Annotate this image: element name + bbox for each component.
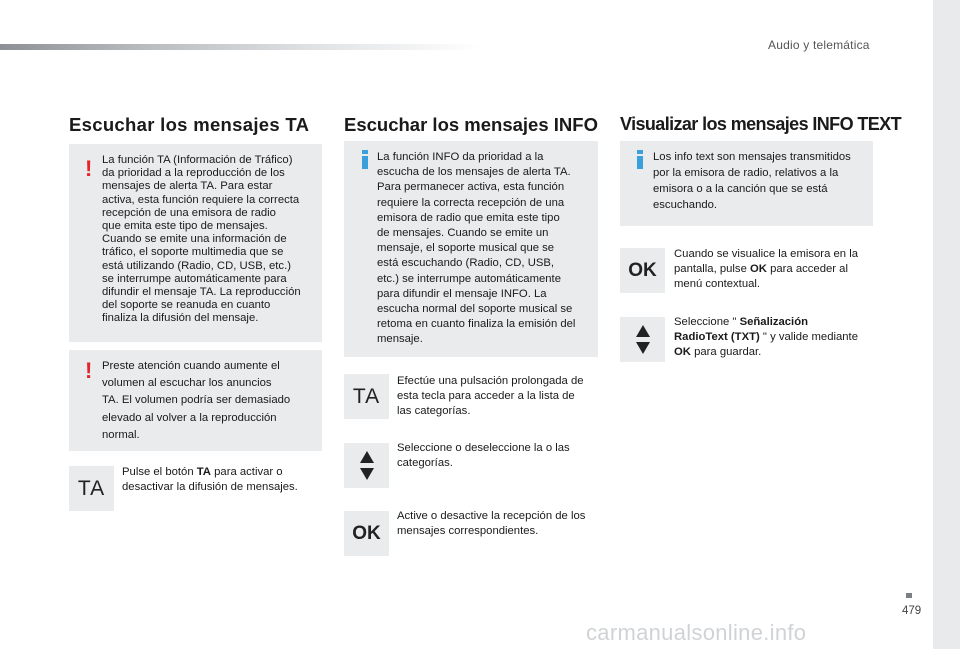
- title-ta-messages: Escuchar los mensajes TA: [69, 114, 310, 135]
- step-select-radiotext: Seleccione " Señalización RadioText (TXT) " y valide mediante OK para guardar.: [674, 316, 858, 358]
- header-gradient-bar: [0, 44, 480, 50]
- step-activate-reception: Active o desactive la recepción de los mensajes correspondientes.: [397, 510, 586, 537]
- warning-box-volume: [69, 350, 322, 451]
- page-marker: [906, 593, 912, 598]
- ok-button-icon: OK: [620, 248, 665, 293]
- step-press-ta: Pulse el botón TA para activar o desactivar la difusión de mensajes.: [122, 466, 298, 493]
- ok-button-icon: OK: [344, 511, 389, 556]
- page-number: 479: [902, 605, 922, 617]
- info-text-info-text: Los info text son mensajes transmitidos por la emisora de radio, relativos a la emisora o a la canción que se está escuchando.: [653, 151, 851, 211]
- warning-text-volume: Preste atención cuando aumente el volumen al escuchar los anuncios TA. El volumen podría ser demasiado elevado al volver a la reproducción normal.: [102, 360, 291, 441]
- arrow-up-icon: [360, 451, 374, 463]
- title-info-text-messages: Visualizar los mensajes INFO TEXT: [620, 114, 901, 134]
- page-edge-sidebar: [933, 0, 960, 649]
- info-box-info-function: [344, 141, 598, 357]
- section-header-title: Audio y telemática: [768, 38, 870, 52]
- ta-button-icon: TA: [344, 374, 389, 419]
- warning-text-ta-function: La función TA (Información de Tráfico) da prioridad a la reproducción de los mensajes de alerta TA. Para estar activa, esta función requiere la correcta recepción de una emisora de radio que emita este tipo de mensajes. Cuando se emite una información de tráfico, el soporte multimedia que se está utilizando (Radio, CD, USB, etc.) se interrumpe automáticamente para difundir el mensaje TA. La reproducción del soporte se reanuda en cuanto finaliza la difusión del mensaje.: [102, 154, 301, 325]
- warning-box-ta-function: [69, 144, 322, 342]
- arrow-down-icon: [360, 468, 374, 480]
- warning-exclamation-icon: !: [85, 358, 93, 383]
- ta-button-icon: TA: [69, 466, 114, 511]
- up-down-arrows-icon: [344, 443, 389, 488]
- info-box-info-text: [620, 141, 873, 226]
- arrow-down-icon: [636, 342, 650, 354]
- title-info-messages: Escuchar los mensajes INFO: [344, 114, 598, 135]
- up-down-arrows-icon: [620, 317, 665, 362]
- step-long-press-ta: Efectúe una pulsación prolongada de esta tecla para acceder a la lista de las categorías.: [397, 375, 584, 417]
- info-text-info-function: La función INFO da prioridad a la escucha de los mensajes de alerta TA. Para permanecer activa, esta función requiere la correcta recepción de una emisora de radio que emita este tipo de mensajes. Cuando se emite un mensaje, el soporte musical que se está escuchando (Radio, CD, USB, etc.) se interrumpe automáticamente para difundir el mensaje INFO. La escucha normal del soporte musical se retoma en cuanto finaliza la emisión del mensaje.: [377, 151, 576, 346]
- step-open-context-menu: Cuando se visualice la emisora en la pantalla, pulse OK para acceder al menú contextual.: [674, 248, 858, 290]
- warning-exclamation-icon: !: [85, 156, 93, 181]
- watermark: carmanualsonline.info: [586, 620, 807, 645]
- step-select-categories: Seleccione o deseleccione la o las categorías.: [397, 442, 570, 469]
- arrow-up-icon: [636, 325, 650, 337]
